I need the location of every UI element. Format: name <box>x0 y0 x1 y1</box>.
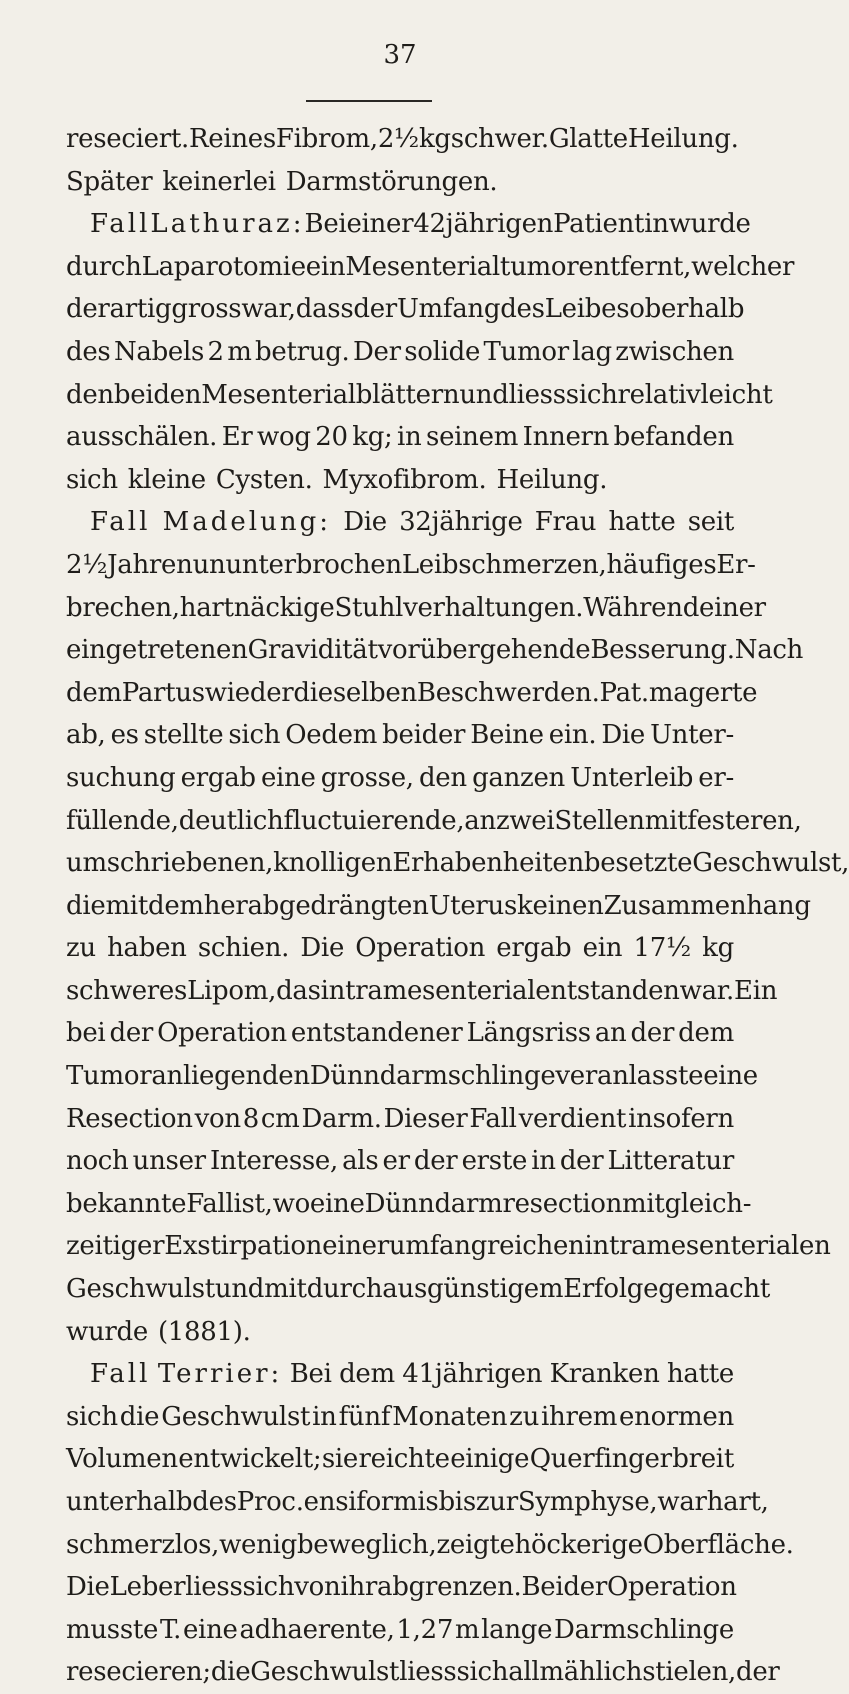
text-line: füllende, deutlich fluctuierende, an zwei Stellen mit festeren, <box>66 805 802 836</box>
text-line: resecieren; die Geschwulst liess sich allmählich stielen, der <box>66 1657 780 1688</box>
text-line: Tumor anliegenden Dünndarmschlinge veranlasste eine <box>66 1061 758 1092</box>
text-line: den beiden Mesenterialblättern und liess sich relativ leicht <box>66 379 773 410</box>
text-line: Später keinerlei Darmstörungen. <box>66 166 498 197</box>
text-line: Resection von 8 cm Darm. Dieser Fall verdient insofern <box>66 1103 734 1134</box>
body-text <box>66 118 849 1694</box>
text-line: eingetretenen Gravidität vorübergehende Besserung. Nach <box>66 635 804 666</box>
text-line: Fall Lathuraz: Bei einer 42jährigen Patientin wurde <box>90 209 751 240</box>
text-line: Geschwulst und mit durchaus günstigem Erfolge gemacht <box>66 1274 771 1305</box>
text-line: reseciert. Reines Fibrom, 2½ kg schwer. Glatte Heilung. <box>66 124 739 154</box>
text-line: wurde (1881). <box>66 1316 251 1347</box>
text-line: zeitiger Exstirpation einer umfangreichen intramesenterialen <box>66 1231 831 1262</box>
text-line: dem Partus wieder dieselben Beschwerden. Pat. magerte <box>66 677 758 708</box>
text-line: sich die Geschwulst in fünf Monaten zu ihrem enormen <box>66 1401 734 1432</box>
text-line: die mit dem herabgedrängten Uterus keinen Zusammenhang <box>66 890 811 921</box>
header-rule <box>306 100 432 102</box>
text-line: schweres Lipom, das intramesenterial entstanden war. Ein <box>66 975 778 1006</box>
text-line: bekannte Fall ist, wo eine Dünndarmresection mit gleich- <box>66 1188 752 1219</box>
text-line: ausschälen. Er wog 20 kg; in seinem Innern befanden <box>66 422 734 453</box>
text-line: umschriebenen, knolligen Erhabenheiten besetzte Geschwulst, <box>66 848 849 879</box>
text-line: Fall Madelung: Die 32jährige Frau hatte seit <box>90 507 734 538</box>
text-line: Fall Terrier: Bei dem 41jährigen Kranken hatte <box>90 1359 734 1390</box>
text-line: unterhalb des Proc. ensiformis bis zur Symphyse, war hart, <box>66 1487 769 1517</box>
text-line: Die Leber liess sich von ihr abgrenzen. Bei der Operation <box>66 1572 737 1603</box>
text-line: suchung ergab eine grosse, den ganzen Unterleib er- <box>66 762 734 793</box>
text-line: ab, es stellte sich Oedem beider Beine ein. Die Unter- <box>66 720 734 751</box>
page-number: 37 <box>383 40 417 70</box>
text-line: durch Laparotomie ein Mesenterialtumor entfernt, welcher <box>66 251 795 282</box>
text-line: musste T. eine adhaerente, 1,27 m lange Darmschlinge <box>66 1614 734 1645</box>
text-line: noch unser Interesse, als er der erste in der Litteratur <box>66 1146 734 1177</box>
text-line: derartig gross war, dass der Umfang des Leibes oberhalb <box>66 294 745 325</box>
text-line: 2½ Jahren ununterbrochen Leibschmerzen, häufiges Er- <box>66 549 756 580</box>
text-line: schmerzlos, wenig beweglich, zeigte höckerige Oberfläche. <box>66 1529 794 1560</box>
text-line: sich kleine Cysten. Myxofibrom. Heilung. <box>66 464 608 495</box>
text-line: bei der Operation entstandener Längsriss an der dem <box>66 1018 734 1049</box>
text-line: zu haben schien. Die Operation ergab ein 17½ kg <box>66 933 734 964</box>
text-line: des Nabels 2 m betrug. Der solide Tumor lag zwischen <box>66 336 734 367</box>
text-line: Volumen entwickelt; sie reichte einige Querfinger breit <box>66 1444 734 1475</box>
text-line: brechen, hartnäckige Stuhlverhaltungen. Während einer <box>66 592 766 623</box>
